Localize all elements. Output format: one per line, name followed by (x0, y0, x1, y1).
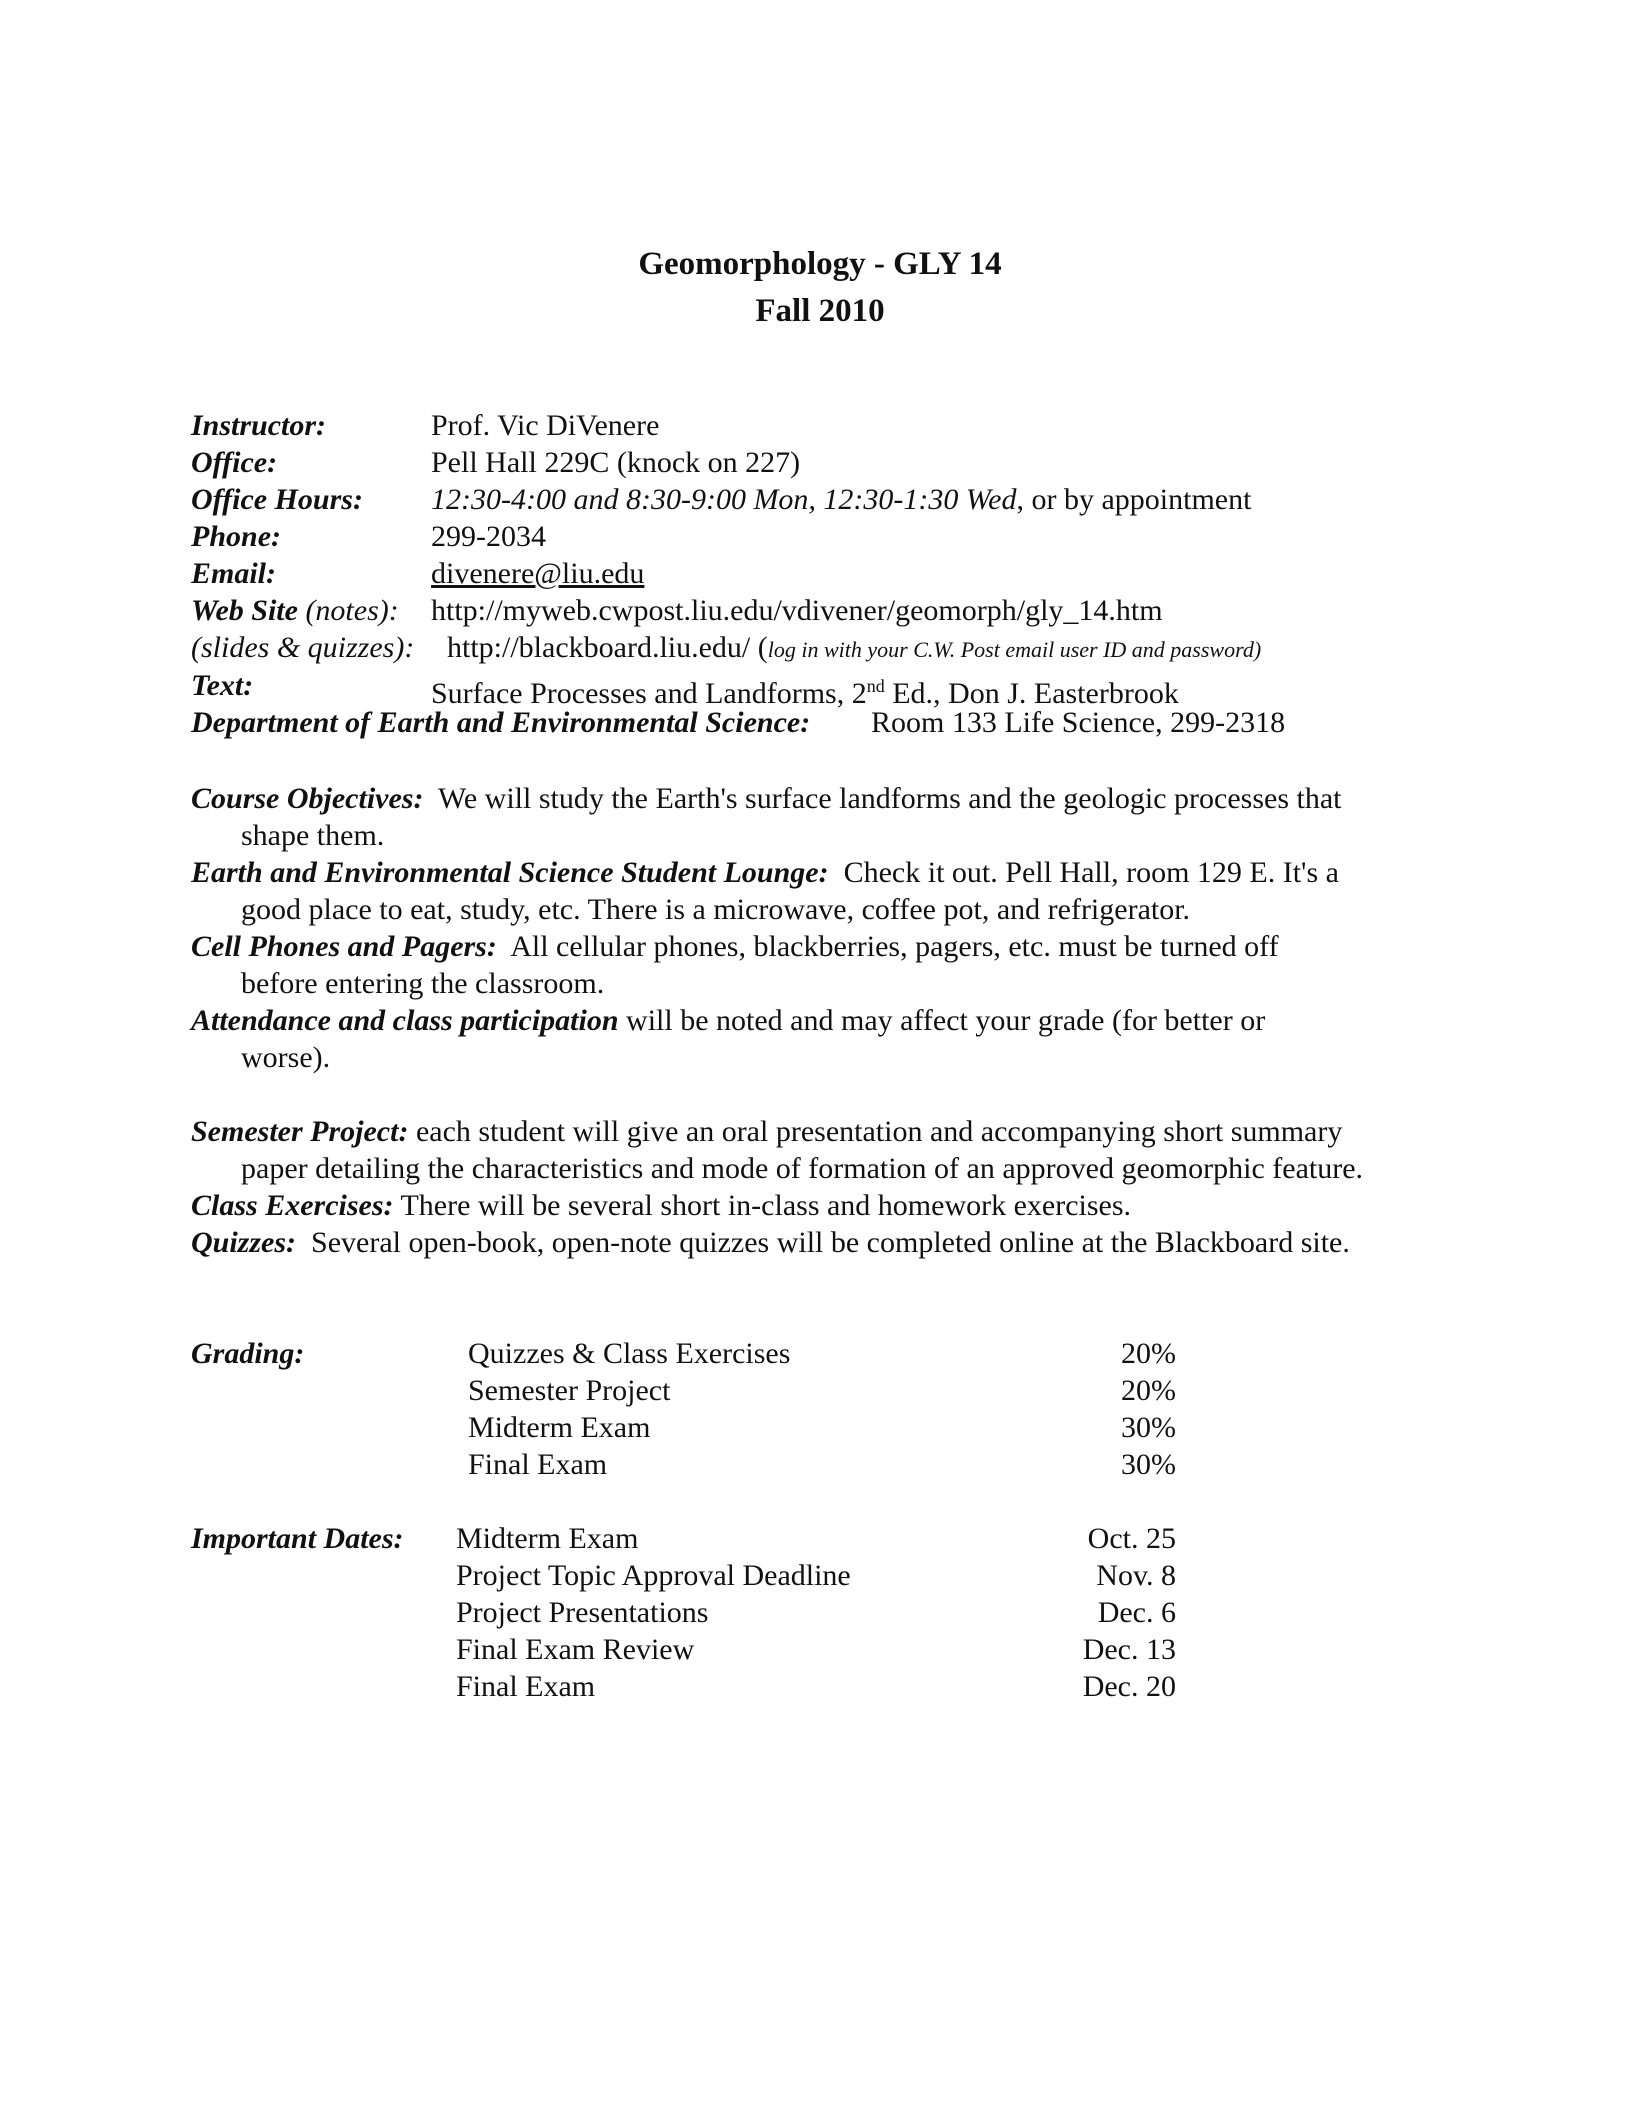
grading-item-pct: 20% (1121, 1374, 1176, 1407)
website-label: Web Site (191, 594, 298, 627)
objectives-text-1: We will study the Earth's surface landforms and the geologic processes that (437, 782, 1342, 815)
date-item-date: Dec. 20 (1082, 1670, 1176, 1703)
date-item-name: Project Topic Approval Deadline (456, 1559, 851, 1592)
attendance-text-1: will be noted and may affect your grade (for better or (618, 1004, 1266, 1037)
email-label: Email: (191, 557, 277, 590)
slides-label: (slides & quizzes): (191, 631, 415, 664)
phone-label: Phone: (191, 520, 281, 553)
office-row (191, 445, 801, 481)
website-row (191, 593, 1163, 629)
text-value-pre: Surface Processes and Landforms, 2 (431, 677, 867, 710)
exercises-label: Class Exercises: (191, 1189, 394, 1222)
grading-item-pct: 30% (1121, 1411, 1176, 1444)
grading-item-name: Quizzes & Class Exercises (468, 1337, 791, 1370)
date-item-date: Nov. 8 (1096, 1559, 1176, 1592)
date-item-name: Project Presentations (456, 1596, 709, 1629)
website-link[interactable]: http://myweb.cwpost.liu.edu/vdivener/geomorph/gly_14.htm (431, 594, 1163, 627)
text-value-sup: nd (866, 676, 885, 696)
grading-item-pct: 20% (1121, 1337, 1176, 1370)
exercises-paragraph (191, 1187, 1461, 1224)
project-text-2: paper detailing the characteristics and mode of formation of an approved geomorphic feature. (241, 1152, 1364, 1185)
date-item-name: Final Exam (456, 1670, 596, 1703)
office-value: Pell Hall 229C (knock on 227) (431, 446, 801, 479)
phones-paragraph (191, 928, 1461, 1002)
slides-value-wrap (447, 630, 1261, 668)
objectives-text-2: shape them. (241, 819, 385, 852)
date-item-date: Oct. 25 (1087, 1522, 1176, 1555)
website-label-note: (notes): (297, 594, 399, 627)
quizzes-paragraph (191, 1224, 1461, 1261)
date-item-name: Midterm Exam (456, 1522, 639, 1555)
slides-note-open: ( (750, 631, 768, 664)
text-row (191, 668, 1179, 710)
hours-row (191, 482, 1252, 518)
hours-label: Office Hours: (191, 483, 363, 516)
grading-item-pct: 30% (1121, 1448, 1176, 1481)
date-item-date: Dec. 13 (1082, 1633, 1176, 1666)
project-paragraph (191, 1113, 1461, 1187)
attendance-paragraph (191, 1002, 1461, 1076)
objectives-paragraph (191, 780, 1461, 854)
dates-label: Important Dates: (191, 1522, 404, 1555)
instructor-value: Prof. Vic DiVenere (431, 409, 660, 442)
dept-value: Room 133 Life Science, 299-2318 (871, 706, 1286, 739)
quizzes-text: Several open-book, open-note quizzes will be completed online at the Blackboard site. (311, 1226, 1350, 1259)
email-link[interactable]: divenere@liu.edu (431, 557, 645, 590)
lounge-text-1: Check it out. Pell Hall, room 129 E. It's a (843, 856, 1339, 889)
course-term: Fall 2010 (755, 293, 885, 329)
phones-text-1: All cellular phones, blackberries, pagers, etc. must be turned off (510, 930, 1279, 963)
phones-text-2: before entering the classroom. (241, 967, 605, 1000)
slides-note: log in with your C.W. Post email user ID and password) (767, 637, 1262, 662)
date-item-name: Final Exam Review (456, 1633, 695, 1666)
project-text-1: each student will give an oral presentation and accompanying short summary (415, 1115, 1343, 1148)
hours-value (431, 482, 1251, 518)
project-label: Semester Project: (191, 1115, 409, 1148)
text-value-post: Ed., Don J. Easterbrook (884, 677, 1179, 710)
instructor-row (191, 408, 660, 444)
attendance-label: Attendance and class participation (191, 1004, 619, 1037)
lounge-label: Earth and Environmental Science Student Lounge: (191, 856, 829, 889)
office-label: Office: (191, 446, 278, 479)
text-label: Text: (191, 669, 254, 702)
attendance-text-2: worse). (241, 1041, 331, 1074)
blackboard-link[interactable]: http://blackboard.liu.edu/ (447, 631, 751, 664)
phones-label: Cell Phones and Pagers: (191, 930, 497, 963)
email-row (191, 556, 645, 592)
dept-label: Department of Earth and Environmental Science: (191, 706, 811, 739)
course-title: Geomorphology - GLY 14 (638, 246, 1002, 282)
phone-row (191, 519, 546, 555)
exercises-text: There will be several short in-class and homework exercises. (400, 1189, 1132, 1222)
instructor-label: Instructor: (191, 409, 327, 442)
grading-item-name: Semester Project (468, 1374, 671, 1407)
date-item-date: Dec. 6 (1097, 1596, 1176, 1629)
grading-item-name: Final Exam (468, 1448, 608, 1481)
quizzes-label: Quizzes: (191, 1226, 297, 1259)
lounge-paragraph (191, 854, 1461, 928)
hours-tail: , or by appointment (1016, 483, 1252, 516)
hours-times: 12:30-4:00 and 8:30-9:00 Mon, 12:30-1:30 Wed (431, 483, 1017, 516)
lounge-text-2: good place to eat, study, etc. There is a microwave, coffee pot, and refrigerator. (241, 893, 1191, 926)
phone-value: 299-2034 (431, 520, 546, 553)
dept-row (191, 705, 1286, 741)
grading-label: Grading: (191, 1337, 305, 1370)
grading-item-name: Midterm Exam (468, 1411, 651, 1444)
objectives-label: Course Objectives: (191, 782, 424, 815)
slides-row (191, 630, 1262, 666)
